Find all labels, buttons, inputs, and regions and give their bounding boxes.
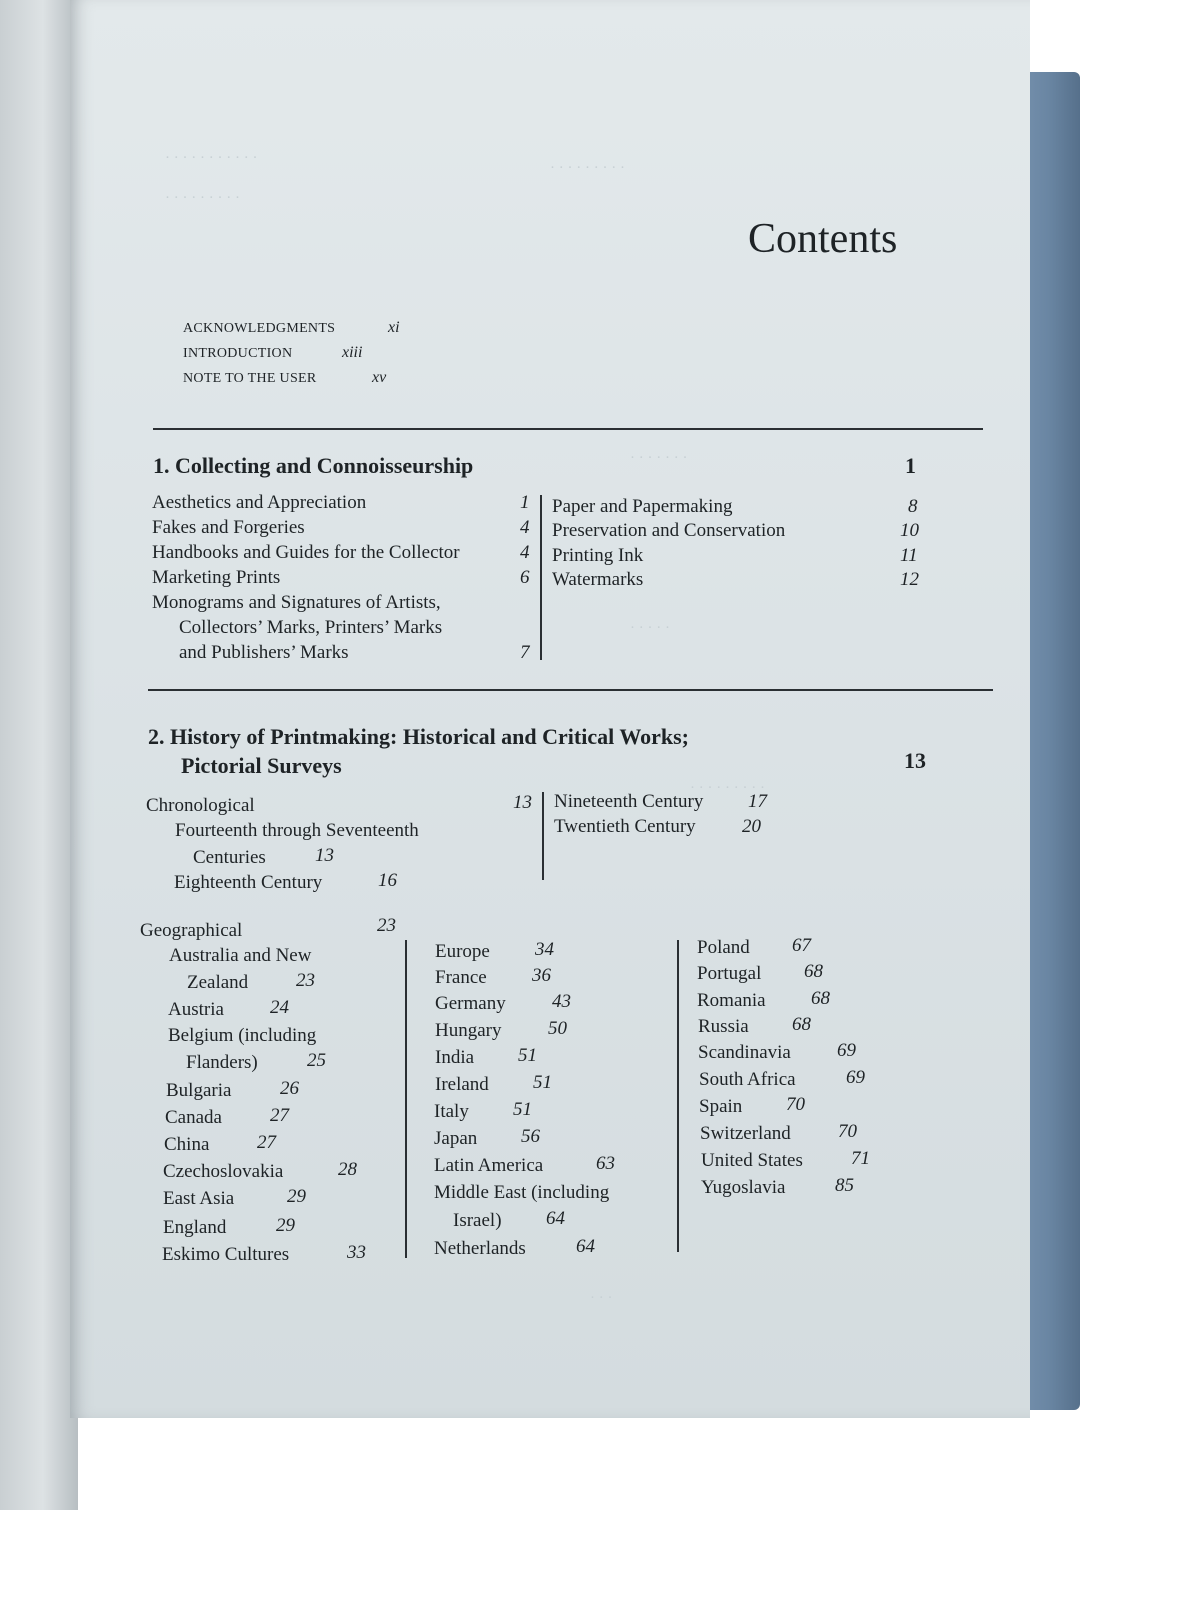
toc-entry: South Africa	[699, 1069, 796, 1090]
toc-entry: Eskimo Cultures	[162, 1244, 290, 1265]
front-matter-page: xiii	[342, 344, 363, 361]
toc-page: 64	[576, 1236, 595, 1257]
toc-page: 16	[378, 870, 397, 891]
section-divider	[153, 428, 983, 430]
toc-entry: Yugoslavia	[701, 1177, 786, 1198]
toc-entry: Twentieth Century	[554, 816, 696, 837]
toc-entry: Geographical	[140, 920, 243, 941]
toc-entry: Canada	[165, 1107, 222, 1128]
toc-page: 27	[257, 1132, 276, 1153]
toc-page: 23	[377, 915, 396, 936]
column-divider	[405, 940, 407, 1258]
column-divider	[542, 792, 544, 880]
toc-page: 25	[307, 1050, 326, 1071]
toc-page: 68	[804, 961, 823, 982]
toc-entry: Fakes and Forgeries	[152, 517, 305, 538]
toc-entry: Hungary	[435, 1020, 502, 1041]
toc-entry: England	[163, 1217, 227, 1238]
toc-entry: Zealand	[187, 972, 249, 993]
toc-entry: Israel)	[453, 1210, 502, 1231]
toc-entry: United States	[701, 1150, 803, 1171]
toc-entry: Centuries	[193, 847, 266, 868]
toc-page: 26	[280, 1078, 299, 1099]
section-heading: 1. Collecting and Connoisseurship	[153, 453, 474, 478]
toc-page: 34	[535, 939, 554, 960]
page-title: Contents	[748, 216, 898, 262]
toc-page: 85	[835, 1175, 854, 1196]
toc-page: 28	[338, 1159, 357, 1180]
toc-entry: Paper and Papermaking	[552, 496, 733, 517]
section-page-number: 1	[905, 453, 916, 478]
toc-entry: Austria	[168, 999, 224, 1020]
toc-page: 69	[837, 1040, 856, 1061]
toc-page: 69	[846, 1067, 865, 1088]
toc-entry: Romania	[697, 990, 766, 1011]
toc-entry: Switzerland	[700, 1123, 791, 1144]
toc-entry: India	[435, 1047, 475, 1068]
toc-page: 68	[811, 988, 830, 1009]
toc-page: 13	[315, 845, 334, 866]
toc-entry: Spain	[699, 1096, 743, 1117]
toc-entry: Ireland	[435, 1074, 489, 1095]
front-matter-page: xi	[388, 319, 400, 336]
toc-entry: Czechoslovakia	[163, 1161, 284, 1182]
toc-entry: Chronological	[146, 795, 255, 816]
toc-page: 4	[520, 517, 530, 538]
toc-page: 24	[270, 997, 289, 1018]
toc-entry: Latin America	[434, 1155, 544, 1176]
toc-page: 8	[908, 496, 918, 517]
toc-page: 7	[520, 642, 530, 663]
toc-entry: Watermarks	[552, 569, 644, 590]
toc-page: 56	[521, 1126, 540, 1147]
toc-entry: East Asia	[163, 1188, 235, 1209]
toc-entry: China	[164, 1134, 210, 1155]
toc-page: 51	[533, 1072, 552, 1093]
contents-page: · · · · · · · · · · · · · · · · · · · · · · · · · · · · · · · · · · · · · · · · · · · · · · · · · · · · · Contents ACKNOWLEDGMENTS xi INTRODUCTION xiii NOTE TO THE USER xv 1. Collecting and Connoisseurship 1 Aesthetics and Appreciation 1 Fakes and Forgeries 4 Handbooks and Guides for the Collector 4 Marketing Prints 6 Monograms and Signatures of Artists, Collectors’ Marks, Printers’ Marks and Publishers’ Marks 7 Paper and Papermaking 8 Preservation and Conservation 10 Printing Ink 11 Watermarks 12 2. History of Printmaking: Historical and Critical Works; Pictorial Surveys 13 Chronological 13 Fourteenth through Seventeenth Centuries 13 Eighteenth Century 16 Nineteenth Century 17 Twentieth Century 20 Geographical 23 Australia and New Zealand 23 Austria 24 Belgium (including Flanders) 25 Bulgaria 26 Canada 27 China 27 Czechoslovakia 28 East Asia 29 England 29 Eskimo Cultures 33 Europe 34 France 36 Germany 43 Hungary 50 India 51 Ireland 51 Italy 51 Japan 56 Latin America 63 Middle East (including Israel) 64 Netherlands 64 Poland 67 Portugal 68 Romania 68 Russia 68 Scandinavia 69 South Africa 69 Spain 70 Switzerland 70 United States 71 Yugoslavia 85	[70, 0, 1030, 1418]
toc-entry: Russia	[698, 1016, 749, 1037]
toc-entry: Preservation and Conservation	[552, 520, 786, 541]
toc-page: 71	[851, 1148, 870, 1169]
toc-page: 20	[742, 816, 761, 837]
toc-entry: Printing Ink	[552, 545, 644, 566]
toc-page: 4	[520, 542, 530, 563]
toc-entry: Belgium (including	[168, 1025, 317, 1046]
section-heading: 2. History of Printmaking: Historical and Critical Works;	[148, 724, 690, 749]
toc-page: 10	[900, 520, 919, 541]
toc-page: 11	[900, 545, 918, 566]
toc-page: 13	[513, 792, 532, 813]
toc-entry: Italy	[434, 1101, 469, 1122]
toc-page: 50	[548, 1018, 567, 1039]
front-matter-label: NOTE TO THE USER	[183, 371, 317, 386]
toc-page: 51	[518, 1045, 537, 1066]
column-divider	[677, 940, 679, 1252]
toc-entry: Germany	[435, 993, 506, 1014]
toc-page: 36	[532, 965, 551, 986]
toc-page: 6	[520, 567, 530, 588]
toc-page: 12	[900, 569, 919, 590]
toc-entry: Bulgaria	[166, 1080, 232, 1101]
toc-page: 17	[748, 791, 767, 812]
toc-entry: France	[435, 967, 487, 988]
toc-entry: and Publishers’ Marks	[179, 642, 349, 663]
toc-entry: Aesthetics and Appreciation	[152, 492, 367, 513]
toc-entry: Scandinavia	[698, 1042, 791, 1063]
left-page-edge	[0, 0, 78, 1510]
toc-page: 70	[838, 1121, 857, 1142]
toc-entry: Collectors’ Marks, Printers’ Marks	[179, 617, 443, 638]
toc-page: 1	[520, 492, 530, 513]
toc-page: 70	[786, 1094, 805, 1115]
toc-entry: Eighteenth Century	[174, 872, 323, 893]
front-matter-page: xv	[372, 369, 387, 386]
front-matter-label: ACKNOWLEDGMENTS	[183, 321, 336, 336]
toc-page: 43	[552, 991, 571, 1012]
toc-page: 51	[513, 1099, 532, 1120]
toc-entry: Handbooks and Guides for the Collector	[152, 542, 460, 563]
toc-page: 29	[276, 1215, 295, 1236]
toc-page: 29	[287, 1186, 306, 1207]
toc-page: 33	[347, 1242, 366, 1263]
toc-entry: Middle East (including	[434, 1182, 610, 1203]
front-matter-label: INTRODUCTION	[183, 346, 293, 361]
toc-entry: Marketing Prints	[152, 567, 281, 588]
toc-page: 27	[270, 1105, 289, 1126]
toc-page: 68	[792, 1014, 811, 1035]
toc-entry: Europe	[435, 941, 490, 962]
toc-entry: Netherlands	[434, 1238, 526, 1259]
toc-entry: Japan	[434, 1128, 478, 1149]
toc-entry: Poland	[697, 937, 750, 958]
toc-entry: Monograms and Signatures of Artists,	[152, 592, 441, 613]
column-divider	[540, 495, 542, 660]
toc-entry: Nineteenth Century	[554, 791, 704, 812]
toc-entry: Flanders)	[186, 1052, 258, 1073]
toc-entry: Australia and New	[169, 945, 312, 966]
section-page-number: 13	[904, 748, 926, 773]
toc-entry: Fourteenth through Seventeenth	[175, 820, 419, 841]
toc-page: 67	[792, 935, 811, 956]
toc-page: 63	[596, 1153, 615, 1174]
section-heading: Pictorial Surveys	[181, 753, 342, 778]
toc-entry: Portugal	[697, 963, 762, 984]
toc-page: 23	[296, 970, 315, 991]
section-divider	[148, 689, 993, 691]
toc-page: 64	[546, 1208, 565, 1229]
